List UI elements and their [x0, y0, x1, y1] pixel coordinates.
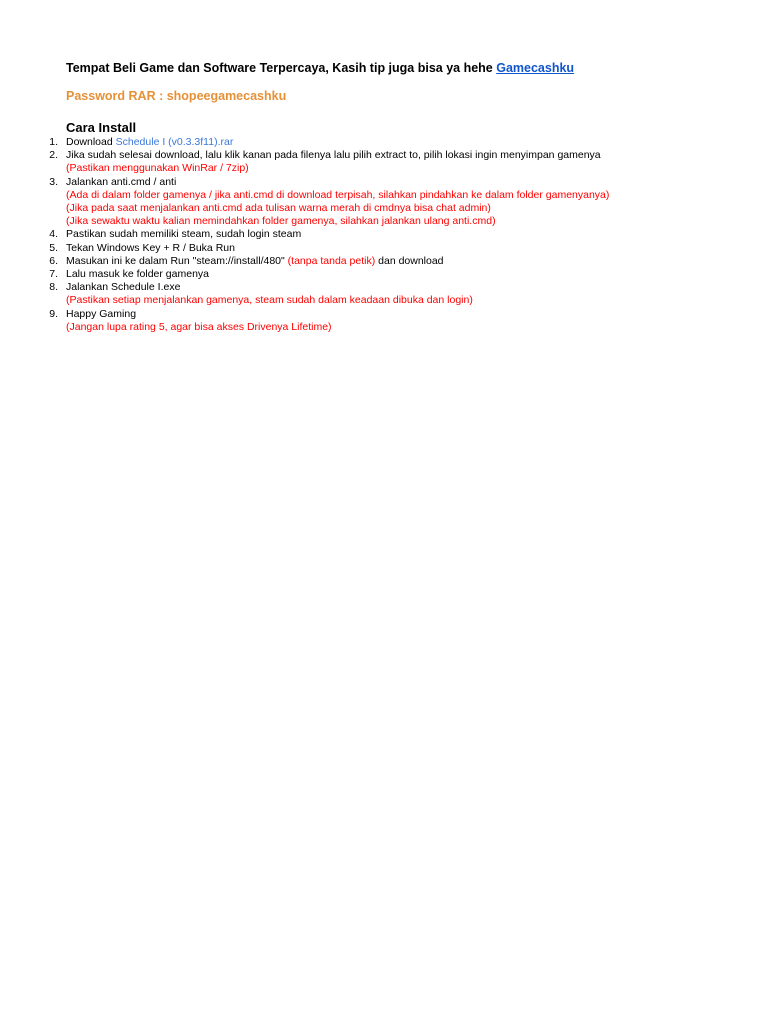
step-3	[0, 176, 768, 229]
step-number: 2.	[49, 149, 58, 162]
step-note: (Pastikan menggunakan WinRar / 7zip)	[66, 162, 249, 175]
step-number: 5.	[49, 241, 58, 254]
step-2	[0, 149, 768, 175]
step-text: Jalankan anti.cmd / anti	[66, 175, 177, 188]
step-note: (Jika pada saat menjalankan anti.cmd ada tulisan warna merah di cmdnya bisa chat admin)	[66, 202, 491, 215]
step-text: Pastikan sudah memiliki steam, sudah login steam	[66, 228, 302, 241]
step-number: 4.	[49, 228, 58, 241]
gamecashku-link[interactable]: Gamecashku	[496, 61, 575, 75]
step-text	[66, 255, 768, 268]
step-number: 8.	[49, 281, 58, 294]
step-text: Jalankan Schedule I.exe	[66, 281, 181, 294]
step-inline-note: (tanpa tanda petik)	[287, 254, 376, 267]
step-text: Happy Gaming	[66, 307, 137, 320]
install-steps-list	[0, 136, 768, 334]
step-text	[66, 136, 768, 149]
step-number: 7.	[49, 268, 58, 281]
step-note: (Ada di dalam folder gamenya / jika anti.cmd di download terpisah, silahkan pindahkan ke dalam folder gamenyanya)	[66, 188, 610, 201]
step-8	[0, 281, 768, 307]
step-number: 6.	[49, 254, 58, 267]
step-text: Lalu masuk ke folder gamenya	[66, 268, 209, 281]
step-number: 9.	[49, 307, 58, 320]
step-4	[0, 228, 768, 241]
step-text: Tekan Windows Key + R / Buka Run	[66, 241, 235, 254]
step-5	[0, 242, 768, 255]
step-note: (Jangan lupa rating 5, agar bisa akses Drivenya Lifetime)	[66, 320, 332, 333]
step-note: (Jika sewaktu waktu kalian memindahkan folder gamenya, silahkan jalankan ulang anti.cmd)	[66, 215, 496, 228]
step-note: (Pastikan setiap menjalankan gamenya, steam sudah dalam keadaan dibuka dan login)	[66, 294, 473, 307]
step-1	[0, 136, 768, 149]
step-text-prefix: Download	[66, 136, 116, 148]
file-link[interactable]: Schedule I (v0.3.3f11).rar	[115, 136, 234, 148]
step-9	[0, 308, 768, 334]
step-number: 3.	[49, 175, 58, 188]
step-6	[0, 255, 768, 268]
step-number: 1.	[49, 136, 58, 148]
step-7	[0, 268, 768, 281]
step-text-prefix: Masukan ini ke dalam Run "steam://install/480"	[66, 254, 288, 267]
header-line	[66, 60, 574, 76]
step-text-suffix: dan download	[375, 254, 444, 267]
header-text: Tempat Beli Game dan Software Terpercaya, Kasih tip juga bisa ya hehe	[66, 61, 497, 75]
step-text: Jika sudah selesai download, lalu klik kanan pada filenya lalu pilih extract to, pilih lokasi ingin menyimpan gamenya	[66, 149, 601, 162]
password-line: Password RAR : shopeegamecashku	[66, 89, 287, 103]
section-title: Cara Install	[66, 120, 137, 135]
